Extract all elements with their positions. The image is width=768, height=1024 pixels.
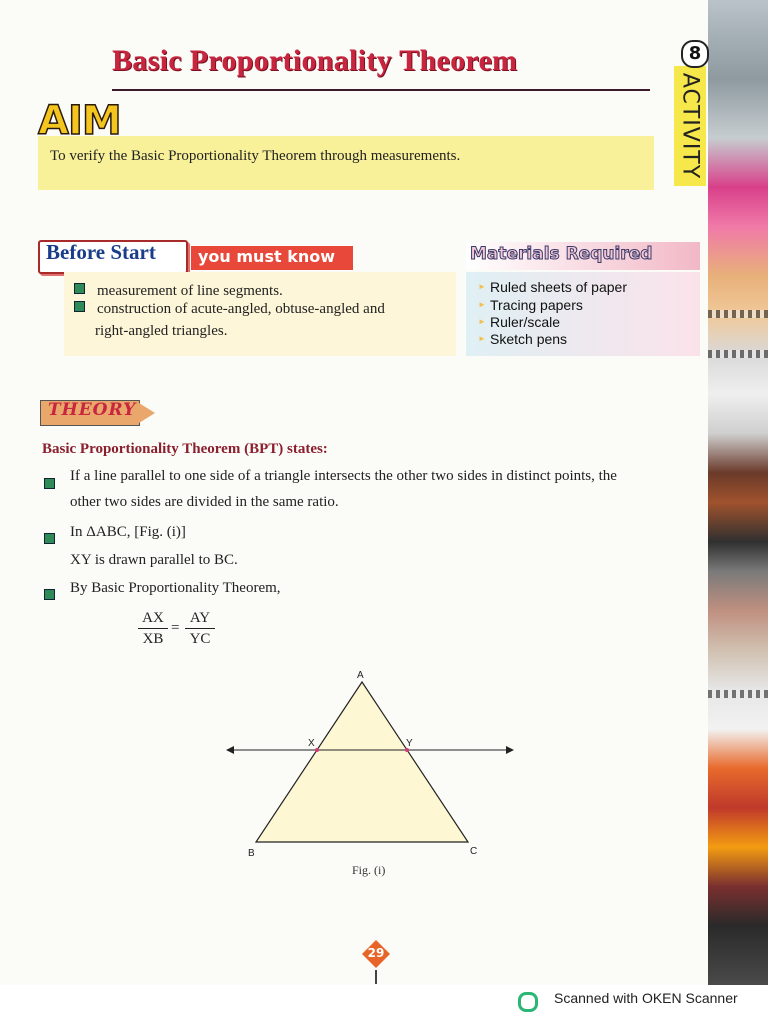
- label-c: C: [470, 846, 478, 857]
- activity-label: ACTIVITY: [677, 72, 703, 180]
- bullet-square-icon: [44, 533, 55, 544]
- theory-label: THEORY: [48, 400, 137, 420]
- triangle-abc: [256, 682, 468, 842]
- material-item: Ruler/scale: [490, 314, 561, 330]
- bullet-square-icon: [44, 589, 55, 600]
- material-item: Ruled sheets of paper: [490, 279, 627, 295]
- arrow-bullet-icon: ►: [478, 300, 486, 309]
- title-underline: [112, 89, 650, 91]
- arrow-bullet-icon: ►: [478, 282, 486, 291]
- page-title: Basic Proportionality Theorem: [112, 44, 518, 77]
- page-edge-strip: [708, 0, 768, 985]
- theory-bullet-text: XY is drawn parallel to BC.: [70, 552, 238, 568]
- label-x: X: [308, 738, 315, 749]
- arrow-right-icon: [506, 746, 514, 754]
- theorem-heading: Basic Proportionality Theorem (BPT) states:: [42, 441, 328, 457]
- ratio-right: [185, 608, 215, 649]
- ratio-right-denominator: YC: [189, 631, 211, 647]
- ratio-left-denominator: XB: [142, 631, 164, 647]
- aim-text: To verify the Basic Proportionality Theorem through measurements.: [50, 148, 461, 164]
- arrow-bullet-icon: ►: [478, 334, 486, 343]
- figure-caption: Fig. (i): [352, 863, 386, 877]
- label-y: Y: [406, 738, 413, 749]
- theory-bullet-text: By Basic Proportionality Theorem,: [70, 580, 281, 596]
- theory-tag-arrow: [139, 403, 155, 423]
- prerequisite-item: construction of acute-angled, obtuse-angled and: [74, 298, 385, 320]
- ratio-left: [138, 608, 168, 649]
- page-number: 29: [367, 946, 385, 960]
- arrow-bullet-icon: ►: [478, 317, 486, 326]
- aim-heading: AIM: [38, 98, 121, 144]
- triangle-figure: [222, 668, 522, 863]
- ratio-left-numerator: AX: [138, 608, 168, 629]
- scanner-logo-icon: [518, 992, 538, 1012]
- material-item: Sketch pens: [490, 331, 568, 347]
- theory-bullet-text: other two sides are divided in the same ratio.: [70, 494, 339, 510]
- ratio-right-numerator: AY: [185, 608, 215, 629]
- you-must-know-label: you must know: [198, 247, 335, 266]
- arrow-left-icon: [226, 746, 234, 754]
- theory-bullet-text: If a line parallel to one side of a triangle intersects the other two sides in distinct points, the: [70, 468, 617, 484]
- prerequisite-item: measurement of line segments.: [74, 280, 283, 302]
- point-x: [315, 748, 319, 752]
- materials-label: Materials Required: [470, 244, 653, 264]
- label-a: A: [357, 670, 364, 681]
- page-number-stem: [375, 970, 377, 984]
- material-item: Tracing papers: [490, 297, 583, 313]
- bullet-square-icon: [74, 301, 85, 312]
- bullet-square-icon: [44, 478, 55, 489]
- ratio-equals: =: [171, 620, 180, 636]
- scanner-watermark: Scanned with OKEN Scanner: [554, 990, 738, 1006]
- prerequisite-item-continued: right-angled triangles.: [95, 323, 228, 339]
- before-start-label: Before Start: [46, 240, 156, 264]
- activity-number: 8: [681, 40, 709, 68]
- label-b: B: [248, 848, 255, 859]
- bullet-square-icon: [74, 283, 85, 294]
- theory-bullet-text: In ΔABC, [Fig. (i)]: [70, 524, 186, 540]
